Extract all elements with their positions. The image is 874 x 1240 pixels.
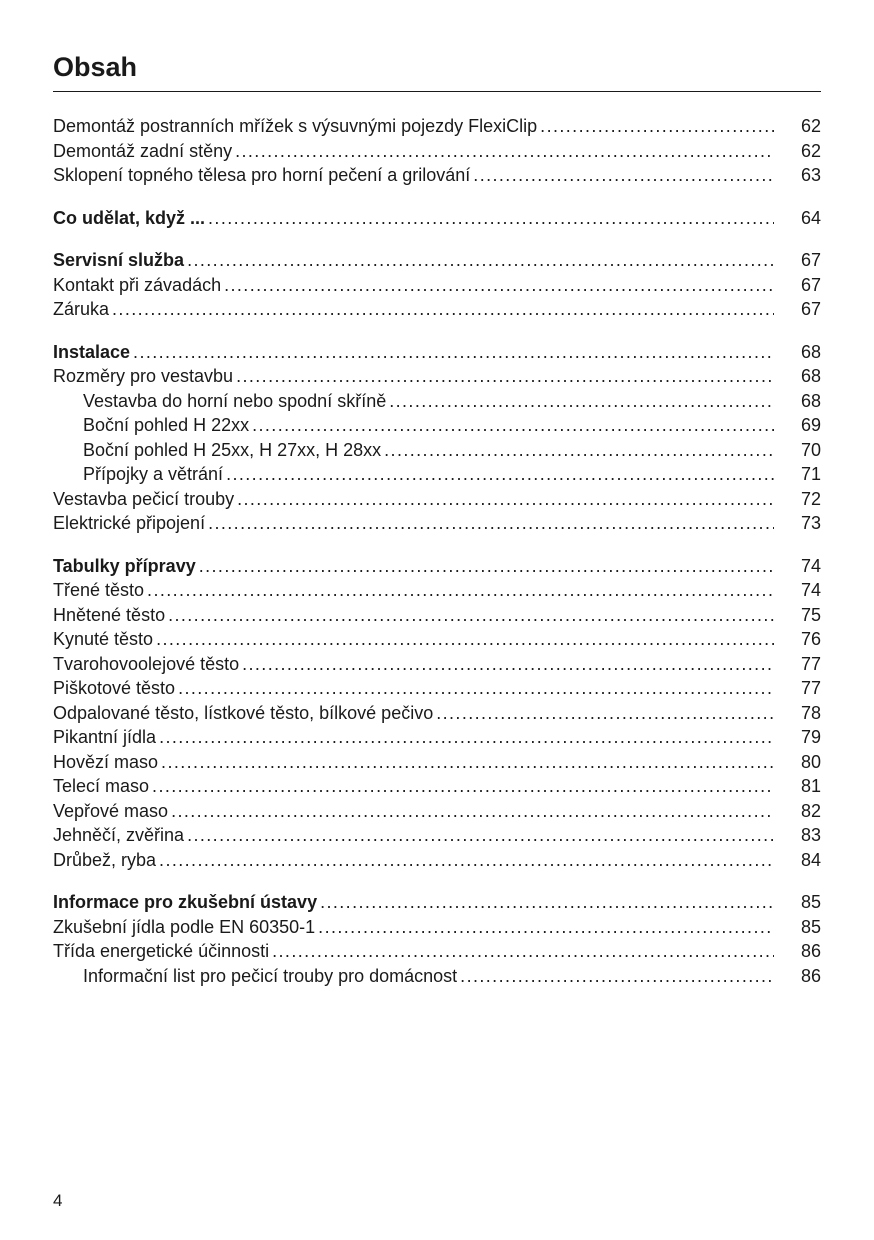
toc-entry[interactable]: [53, 364, 821, 389]
toc-entry-title: Demontáž postranních mřížek s výsuvnými pojezdy FlexiClip: [53, 116, 538, 136]
toc-entry-title: Drůbež, ryba: [53, 849, 157, 870]
dot-leader: [159, 725, 774, 750]
dot-leader: [168, 603, 774, 628]
dot-leader: [540, 114, 774, 139]
toc-entry-title: Boční pohled H 22xx: [83, 415, 250, 435]
toc-entry-page: 70: [800, 439, 821, 460]
dot-leader: [460, 964, 774, 989]
toc-entry-page: 82: [800, 800, 821, 821]
toc-entry[interactable]: [53, 511, 821, 536]
toc-entry-title: Demontáž zadní stěny: [53, 140, 233, 161]
toc-entry-page: 68: [800, 390, 821, 411]
toc-entry[interactable]: [53, 297, 821, 322]
dot-leader: [208, 206, 774, 231]
toc-entry-page: 67: [800, 299, 821, 319]
toc-section: [53, 340, 821, 536]
toc-section: [53, 114, 821, 188]
toc-entry[interactable]: [53, 915, 821, 940]
toc-entry-page: 68: [800, 341, 821, 362]
toc-entry-title: Boční pohled H 25xx, H 27xx, H 28xx: [83, 439, 382, 460]
toc-heading-entry[interactable]: [53, 340, 821, 365]
toc-entry-title: Tabulky přípravy: [53, 555, 196, 576]
toc-entry[interactable]: [53, 823, 821, 848]
toc-entry[interactable]: [53, 603, 821, 628]
toc-entry-title: Vepřové maso: [53, 800, 169, 821]
toc-entry-page: 78: [800, 702, 821, 723]
page-number: 4: [53, 1191, 63, 1210]
toc-entry-title: Hovězí maso: [53, 751, 159, 772]
toc-entry[interactable]: [53, 627, 821, 652]
toc-entry-page: 73: [800, 513, 821, 533]
dot-leader: [187, 823, 774, 848]
toc-entry-title: Pikantní jídla: [53, 727, 157, 747]
toc-entry[interactable]: [53, 774, 821, 799]
toc-entry[interactable]: [53, 676, 821, 701]
toc-heading-entry[interactable]: [53, 248, 821, 273]
toc-entry-title: Elektrické připojení: [53, 513, 206, 533]
toc-heading-entry[interactable]: [53, 206, 821, 231]
toc-entry-title: Kynuté těsto: [53, 629, 154, 649]
dot-leader: [473, 163, 774, 188]
toc-section: [53, 890, 821, 988]
toc-entry-title: Servisní služba: [53, 250, 185, 270]
toc-entry-page: 69: [800, 415, 821, 435]
dot-leader: [436, 701, 774, 726]
toc-entry-page: 74: [800, 555, 821, 576]
toc-entry-page: 71: [800, 464, 821, 484]
toc-entry[interactable]: [53, 139, 821, 164]
toc-entry[interactable]: [53, 487, 821, 512]
toc-heading-entry[interactable]: [53, 890, 821, 915]
page-title: Obsah: [53, 52, 138, 82]
dot-leader: [147, 578, 774, 603]
toc-entry[interactable]: [53, 114, 821, 139]
toc-section: [53, 248, 821, 322]
toc-entry[interactable]: [53, 389, 821, 414]
toc-entry-title: Sklopení topného tělesa pro horní pečení a grilování: [53, 165, 471, 185]
toc-entry[interactable]: [53, 578, 821, 603]
toc-entry[interactable]: [53, 163, 821, 188]
dot-leader: [272, 939, 774, 964]
toc-entry-title: Tvarohovoolejové těsto: [53, 653, 240, 674]
toc-entry-page: 72: [800, 488, 821, 509]
toc-entry-page: 85: [800, 916, 821, 937]
dot-leader: [156, 627, 774, 652]
toc-entry-page: 86: [800, 965, 821, 986]
dot-leader: [208, 511, 774, 536]
toc-entry-title: Co udělat, když ...: [53, 207, 206, 228]
dot-leader: [161, 750, 774, 775]
toc-entry-title: Informace pro zkušební ústavy: [53, 892, 318, 912]
toc-entry-page: 67: [800, 274, 821, 295]
toc-section: [53, 206, 821, 231]
toc-entry-title: Odpalované těsto, lístkové těsto, bílkové pečivo: [53, 702, 434, 723]
dot-leader: [389, 389, 774, 414]
dot-leader: [152, 774, 774, 799]
toc-entry-page: 68: [800, 366, 821, 386]
dot-leader: [159, 848, 774, 873]
toc-entry-page: 75: [800, 604, 821, 625]
toc-entry-title: Třída energetické účinnosti: [53, 941, 270, 961]
toc-entry[interactable]: [53, 750, 821, 775]
dot-leader: [133, 340, 774, 365]
toc-entry-title: Záruka: [53, 299, 110, 319]
toc-entry[interactable]: [53, 413, 821, 438]
toc-heading-entry[interactable]: [53, 554, 821, 579]
toc-entry-page: 64: [800, 207, 821, 228]
toc-entry-page: 79: [800, 727, 821, 747]
toc-entry-page: 86: [800, 941, 821, 961]
toc-entry-page: 77: [800, 653, 821, 674]
toc-entry[interactable]: [53, 652, 821, 677]
table-of-contents: [53, 114, 821, 1006]
toc-entry-page: 62: [800, 116, 821, 136]
toc-entry[interactable]: [53, 799, 821, 824]
dot-leader: [112, 297, 774, 322]
dot-leader: [318, 915, 774, 940]
toc-entry-page: 67: [800, 250, 821, 270]
toc-entry-title: Hnětené těsto: [53, 604, 166, 625]
dot-leader: [224, 273, 774, 298]
toc-entry-title: Přípojky a větrání: [83, 464, 224, 484]
toc-entry-page: 81: [800, 776, 821, 796]
dot-leader: [320, 890, 774, 915]
dot-leader: [252, 413, 774, 438]
toc-entry[interactable]: [53, 939, 821, 964]
dot-leader: [235, 139, 774, 164]
toc-entry[interactable]: [53, 462, 821, 487]
toc-entry[interactable]: [53, 273, 821, 298]
toc-entry-title: Informační list pro pečicí trouby pro domácnost: [83, 965, 458, 986]
dot-leader: [226, 462, 774, 487]
dot-leader: [384, 438, 774, 463]
toc-entry-page: 77: [800, 678, 821, 698]
dot-leader: [237, 487, 774, 512]
toc-entry-title: Třené těsto: [53, 580, 145, 600]
dot-leader: [171, 799, 774, 824]
toc-entry-page: 80: [800, 751, 821, 772]
dot-leader: [187, 248, 774, 273]
toc-entry-title: Piškotové těsto: [53, 678, 176, 698]
toc-entry-page: 74: [800, 580, 821, 600]
toc-entry[interactable]: [53, 848, 821, 873]
toc-entry-page: 85: [800, 892, 821, 912]
dot-leader: [199, 554, 774, 579]
toc-entry-page: 63: [800, 165, 821, 185]
dot-leader: [236, 364, 774, 389]
toc-entry-title: Rozměry pro vestavbu: [53, 366, 234, 386]
toc-entry[interactable]: [53, 725, 821, 750]
title-divider: [53, 91, 821, 92]
toc-entry-title: Vestavba pečicí trouby: [53, 488, 235, 509]
dot-leader: [242, 652, 774, 677]
toc-entry-title: Kontakt při závadách: [53, 274, 222, 295]
toc-section: [53, 554, 821, 873]
toc-entry-title: Telecí maso: [53, 776, 150, 796]
toc-entry-page: 62: [800, 140, 821, 161]
toc-entry-title: Jehněčí, zvěřina: [53, 825, 185, 845]
toc-entry-title: Instalace: [53, 341, 131, 362]
toc-entry-title: Zkušební jídla podle EN 60350-1: [53, 916, 316, 937]
toc-entry-title: Vestavba do horní nebo spodní skříně: [83, 390, 387, 411]
dot-leader: [178, 676, 774, 701]
toc-entry-page: 83: [800, 825, 821, 845]
toc-entry-page: 76: [800, 629, 821, 649]
toc-entry[interactable]: [53, 964, 821, 989]
toc-entry[interactable]: [53, 438, 821, 463]
toc-entry-page: 84: [800, 849, 821, 870]
toc-entry[interactable]: [53, 701, 821, 726]
